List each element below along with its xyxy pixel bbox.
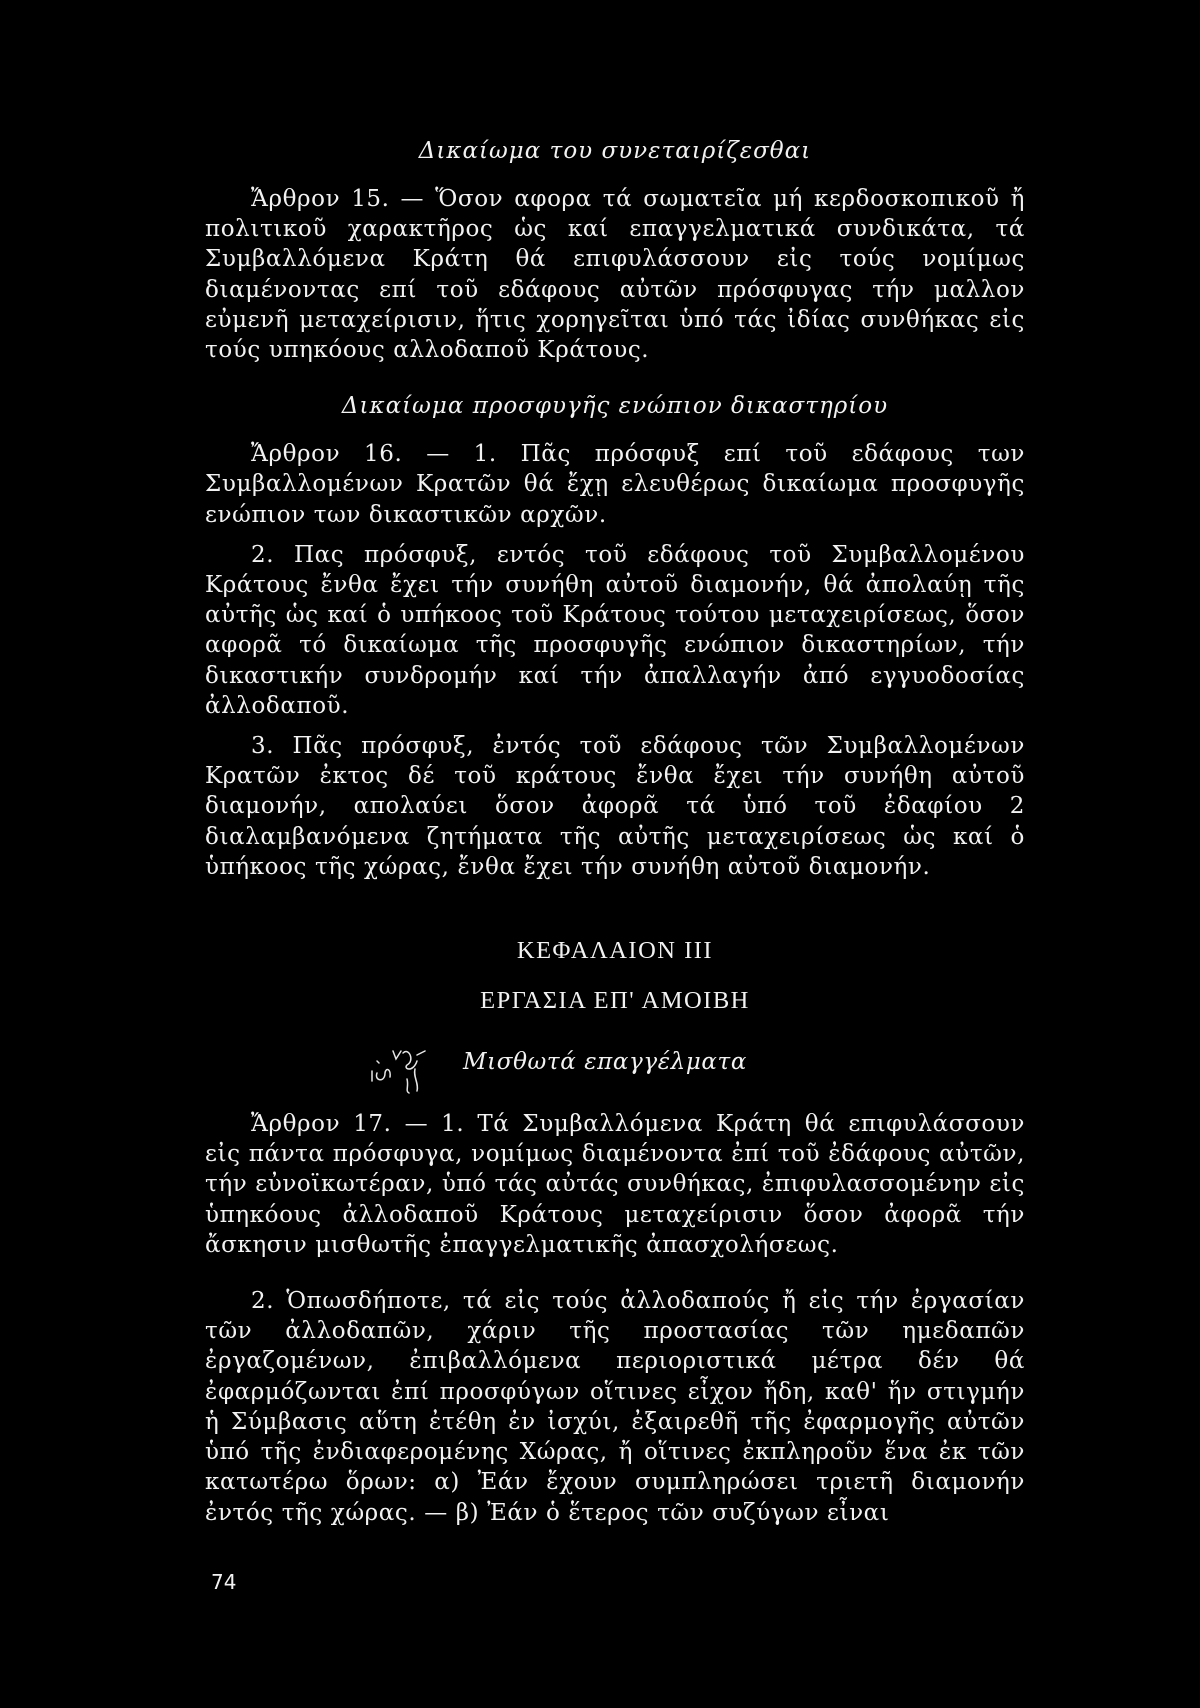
article-16-paragraph-1: Ἄρθρον 16. — 1. Πᾶς πρόσφυξ επί τοῦ εδάφους των Συμβαλλομένων Κρατῶν θά ἔχῃ ελευθέρως δικαίωμα προσφυγῆς ενώπιον των δικαστικῶν αρχῶν.: [205, 441, 1025, 528]
section-heading-association: Δικαίωμα του συνεταιρίζεσθαι: [418, 138, 812, 164]
section-heading-access-to-courts: Δικαίωμα προσφυγῆς ενώπιον δικαστηρίου: [341, 393, 889, 420]
section-heading-wage-earning: Μισθωτά επαγγέλματα: [463, 1049, 747, 1076]
article-17-paragraph-2: 2. Ὁπωσδήποτε, τά εἰς τούς ἀλλοδαπούς ἤ εἰς τήν ἐργασίαν τῶν ἀλλοδαπῶν, χάριν τῆς προστασίας τῶν ημεδαπῶν ἐργαζομένων, ἐπιβαλλόμενα περιοριστικά μέτρα δέν θά ἐφαρμόζωνται ἐπί προσφύγων οἵτινες εἶχον ἤδη, καθ' ἥν στιγμήν ἡ Σύμβασις αὕτη ἐτέθη ἐν ἰσχύι, ἐξαιρεθῆ τῆς ἐφαρμογῆς αὐτῶν ὑπό τῆς ἐνδιαφερομένης Χώρας, ἤ οἵτινες ἐκπληροῦν ἕνα ἐκ τῶν κατωτέρω ὅρων: α) Ἐάν ἔχουν συμπληρώσει τριετῆ διαμονήν ἐντός τῆς χώρας. — β) Ἐάν ὁ ἕτερος τῶν συζύγων εἶναι: [205, 1288, 1025, 1526]
article-16-paragraph-3: 3. Πᾶς πρόσφυξ, ἐντός τοῦ εδάφους τῶν Συμβαλλομένων Κρατῶν ἐκτος δέ τοῦ κράτους ἔνθα ἔχει τήν συνήθη αὐτοῦ διαμονήν, απολαύει ὅσον ἀφορᾶ τά ὑπό τοῦ ἐδαφίου 2 διαλαμβανόμενα ζητήματα τῆς αὐτῆς μεταχειρίσεως ὡς καί ὁ ὑπήκοος τῆς χώρας, ἔνθα ἔχει τήν συνήθη αὐτοῦ διαμονήν.: [205, 733, 1025, 880]
chapter-title: ΕΡΓΑΣΙΑ ΕΠ' ΑΜΟΙΒΗ: [480, 987, 750, 1015]
article-16-paragraph-2: 2. Πας πρόσφυξ, εντός τοῦ εδάφους τοῦ Συμβαλλομένου Κράτους ἔνθα ἔχει τήν συνήθη αὐτοῦ διαμονήν, θά ἀπολαύῃ τῆς αὐτῆς ὡς καί ὁ υπήκοος τοῦ Κράτους τούτου μεταχειρίσεως, ὅσον αφορᾶ τό δικαίωμα τῆς προσφυγῆς ενώπιον δικαστηρίων, τήν δικαστικήν συνδρομήν καί τήν ἀπαλλαγήν ἀπό εγγυοδοσίας ἀλλοδαποῦ.: [205, 541, 1025, 719]
section-heading-row: [205, 1043, 1025, 1095]
document-page: [205, 138, 1025, 1528]
chapter-number: ΚΕΦΑΛΑΙΟΝ III: [516, 937, 714, 965]
article-15-paragraph: Ἄρθρον 15. — Ὅσον αφορα τά σωματεῖα μή κερδοσκοπικοῦ ἤ πολιτικοῦ χαρακτῆρος ὡς καί επαγγελματικά συνδικάτα, τά Συμβαλλόμενα Κράτη θά επιφυλάσσουν εἰς τούς νομίμως διαμένοντας επί τοῦ εδάφους αὐτῶν πρόσφυγας τήν μαλλον εὐμενῆ μεταχείρισιν, ἥτις χορηγεῖται ὑπό τάς ἰδίας συνθήκας εἰς τούς υπηκόους αλλοδαποῦ Κράτους.: [205, 186, 1025, 364]
page-number: 74: [211, 1570, 237, 1594]
handwritten-mark-icon: [363, 1043, 437, 1095]
article-17-paragraph-1: Ἄρθρον 17. — 1. Τά Συμβαλλόμενα Κράτη θά επιφυλάσσουν εἰς πάντα πρόσφυγα, νομίμως διαμένοντα ἐπί τοῦ ἐδάφους αὐτῶν, τήν εὐνοϊκωτέραν, ὑπό τάς αὐτάς συνθήκας, ἐπιφυλασσομένην εἰς ὑπηκόους ἀλλοδαποῦ Κράτους μεταχείρισιν ὅσον ἀφορᾶ τήν ἄσκησιν μισθωτῆς ἐπαγγελματικῆς ἀπασχολήσεως.: [205, 1111, 1025, 1258]
